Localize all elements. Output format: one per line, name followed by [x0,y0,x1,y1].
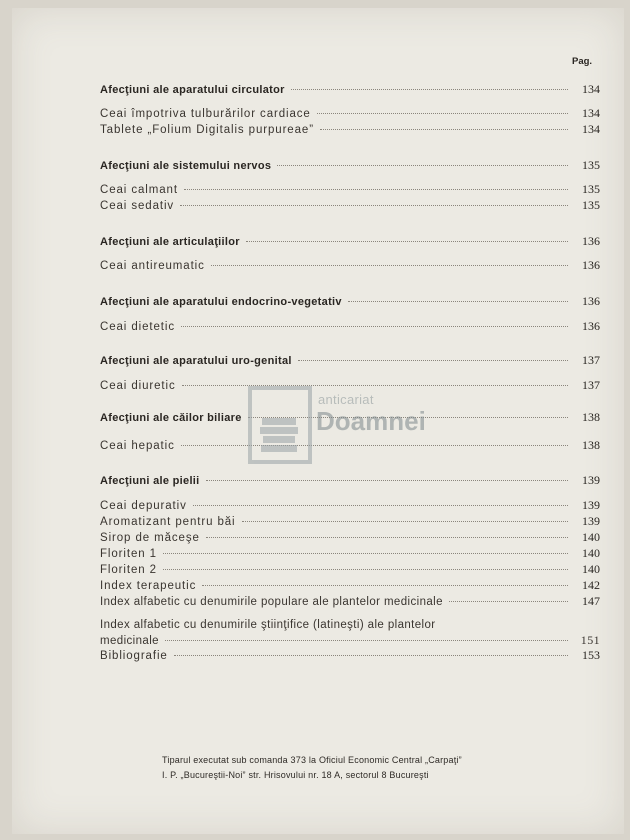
dot-leader [163,569,568,570]
toc-entry [100,578,600,594]
section-heading-circulator [100,82,600,98]
entry-label-line2: medicinale [100,635,159,647]
dot-leader [348,301,568,302]
page-number: 136 [582,319,600,333]
page-number: 135 [582,198,600,212]
entry-label: Ceai calmant [100,184,178,196]
page-number: 138 [582,438,600,452]
toc-entry-bibliography [100,648,600,664]
printing-colophon [162,753,582,783]
section-heading-uro-genital [100,353,600,369]
page-number: 140 [582,530,600,544]
page-number: 134 [582,122,600,136]
entry-label: Ceai împotriva tulburărilor cardiace [100,108,311,120]
page-number: 140 [582,546,600,560]
dot-leader [291,89,568,90]
colophon-line2: I. P. „Bucureştii-Noi” str. Hrisovului nr. 18 A, sectorul 8 Bucureşti [162,770,429,780]
section-heading-articulatii [100,234,600,250]
dot-leader [193,505,568,506]
section-heading-nervos [100,158,600,174]
dot-leader [206,537,568,538]
page-number: 137 [582,378,600,392]
entry-label: Aromatizant pentru băi [100,516,236,528]
toc-entry [100,562,600,578]
entry-label: Bibliografie [100,650,168,662]
entry-label-line1: Index alfabetic cu denumirile ştiinţifice (latineşti) ale plantelor [100,619,436,631]
dot-leader [180,205,568,206]
entry-label: Sirop de măceşe [100,532,200,544]
dot-leader [163,553,568,554]
colophon-line1: Tiparul executat sub comanda 373 la Oficiul Economic Central „Carpaţi” [162,755,462,765]
page-number: 139 [582,514,600,528]
watermark-big-text: Doamnei [316,406,426,436]
toc-entry [100,514,600,530]
entry-label: Ceai antireumatic [100,260,205,272]
entry-label: Floriten 2 [100,564,157,576]
heading-label: Afecţiuni ale articulaţiilor [100,236,240,248]
dot-leader [298,360,568,361]
page-number: 139 [582,498,600,512]
page-number: 134 [582,82,600,96]
page-number: 134 [582,106,600,120]
section-heading-piele [100,473,600,489]
toc-entry [100,594,600,610]
toc-entry [100,498,600,514]
dot-leader [449,601,568,602]
entry-label: Index terapeutic [100,580,197,592]
page-number: 139 [582,473,600,487]
toc-entry [100,182,600,198]
entry-label: Ceai depurativ [100,500,187,512]
page-number: 153 [582,648,600,662]
entry-label: Ceai hepatic [100,440,175,452]
page-number: 137 [582,353,600,367]
toc-entry [100,258,600,274]
page-number: 140 [582,562,600,576]
heading-label: Afecţiuni ale aparatului uro-genital [100,355,292,367]
section-heading-endocrino [100,294,600,310]
watermark-book-icon [248,386,312,464]
entry-label: Floriten 1 [100,548,157,560]
toc-entry-latin-index [100,618,600,649]
page-number: 142 [582,578,600,592]
dot-leader [174,655,568,656]
dot-leader [202,585,568,586]
dot-leader [206,480,568,481]
heading-label: Afecţiuni ale căilor biliare [100,412,242,424]
heading-label: Afecţiuni ale sistemului nervos [100,160,272,172]
entry-label: Ceai sedativ [100,200,175,212]
toc-entry [100,319,600,335]
page-number: 136 [582,294,600,308]
dot-leader [320,129,568,130]
toc-entry [100,198,600,214]
dot-leader [211,265,568,266]
dot-leader [317,113,568,114]
watermark-small-text: anticariat [318,392,374,407]
heading-label: Afecţiuni ale pielii [100,475,200,487]
book-page [12,8,624,834]
page-number: 136 [582,234,600,248]
page-number: 138 [582,410,600,424]
dot-leader [165,640,568,641]
dot-leader [181,326,568,327]
entry-row [100,633,600,649]
page-number: 151 [580,633,600,647]
page-column-header: Pag. [572,56,593,67]
page-number: 135 [582,158,600,172]
entry-label: Tablete „Folium Digitalis purpureae” [100,124,314,136]
page-number: 135 [582,182,600,196]
watermark-logo [248,386,478,466]
page-number: 147 [582,594,600,608]
page-number: 136 [582,258,600,272]
toc-entry [100,530,600,546]
entry-label: Ceai dietetic [100,321,175,333]
entry-label: Index alfabetic cu denumirile populare ale plantelor medicinale [100,596,443,608]
dot-leader [184,189,568,190]
entry-label: Ceai diuretic [100,380,176,392]
heading-label: Afecţiuni ale aparatului circulator [100,84,285,96]
dot-leader [277,165,568,166]
dot-leader [242,521,568,522]
dot-leader [246,241,568,242]
toc-entry [100,106,600,122]
toc-entry [100,122,600,138]
toc-entry [100,546,600,562]
heading-label: Afecţiuni ale aparatului endocrino-vegetativ [100,296,342,308]
